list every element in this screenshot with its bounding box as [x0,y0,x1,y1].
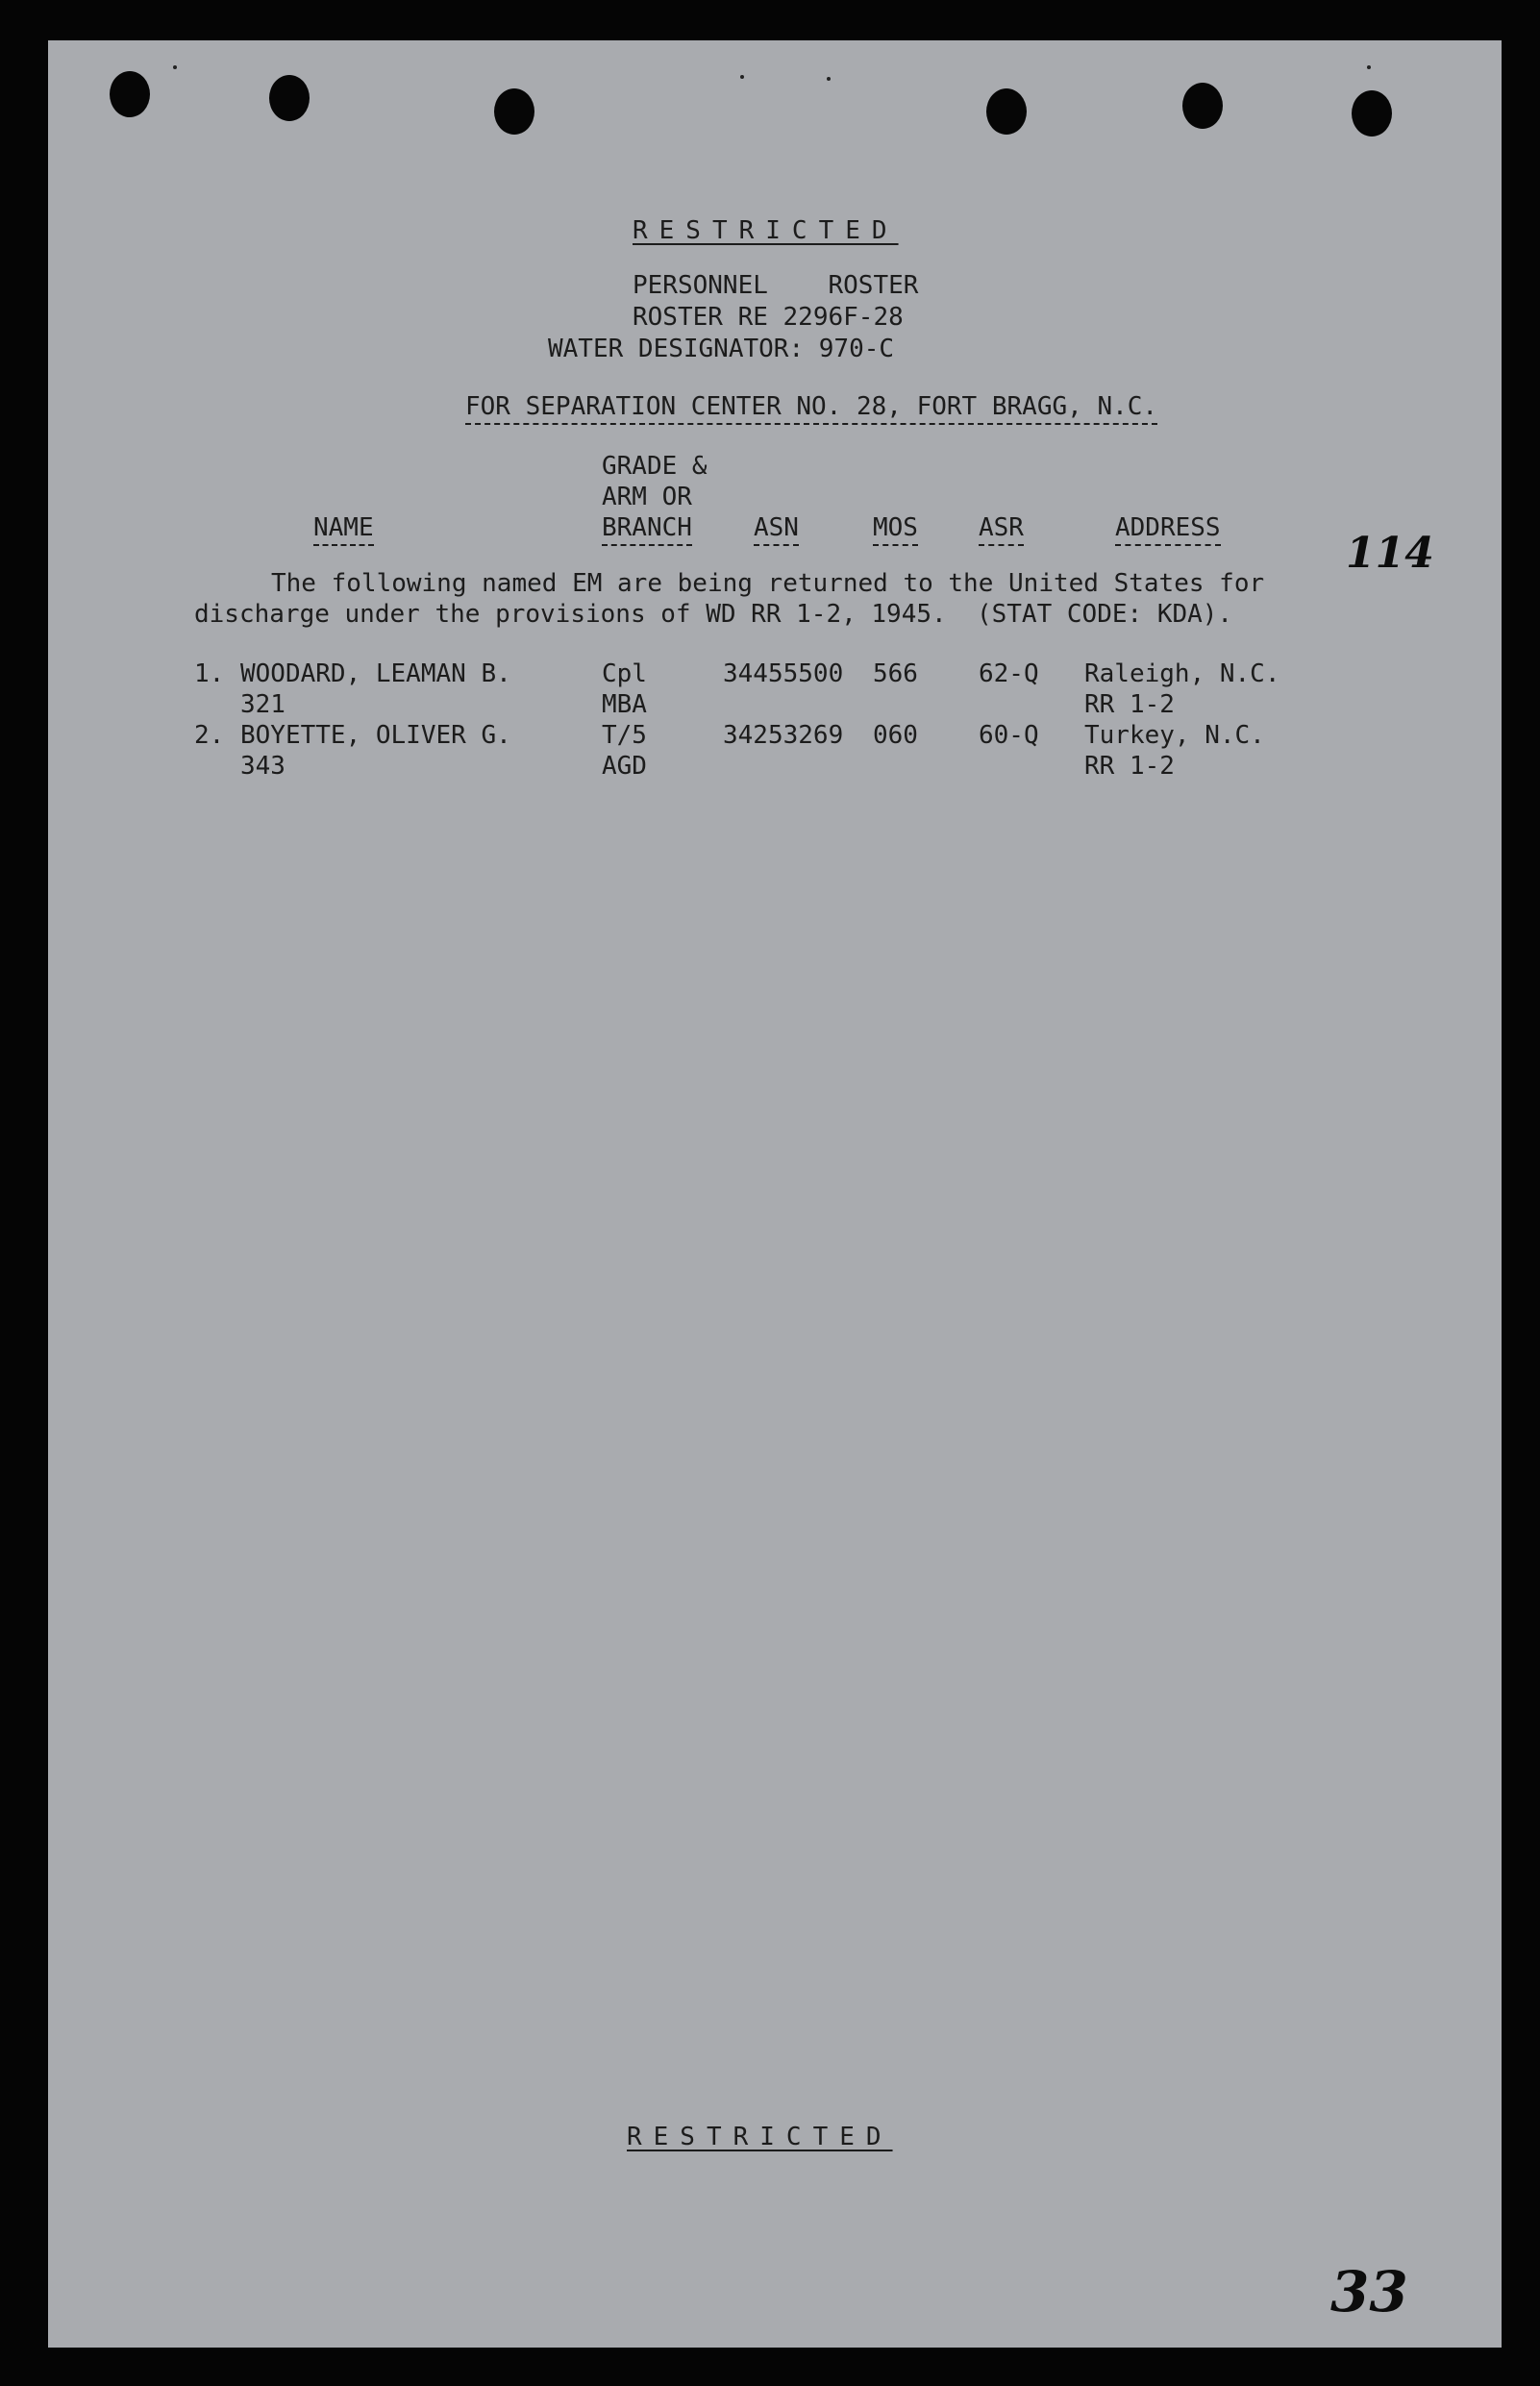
row-sub: 343 [240,752,286,781]
row-rr: RR 1-2 [1084,690,1175,719]
column-asr: ASR [979,513,1024,546]
column-address: ADDRESS [1115,513,1221,546]
punch-hole [1182,83,1223,129]
intro-line-1: The following named EM are being returned to the United States for [271,569,1265,598]
column-asn: ASN [754,513,799,546]
row-mos: 060 [873,721,918,750]
punch-hole [1352,90,1392,137]
punch-hole [269,75,310,121]
row-number: 1. [194,659,225,688]
row-grade: T/5 [602,721,647,750]
column-name: NAME [313,513,374,546]
row-name: WOODARD, LEAMAN B. [240,659,511,688]
column-mos: MOS [873,513,918,546]
handwritten-folio-number: 33 [1330,2259,1408,2324]
row-grade: Cpl [602,659,647,688]
row-asr: 60-Q [979,721,1039,750]
restricted-header: RESTRICTED [633,216,899,245]
row-branch: AGD [602,752,647,781]
paper-speck [740,75,744,79]
separation-center: FOR SEPARATION CENTER NO. 28, FORT BRAGG, N.C. [465,392,1157,425]
handwritten-page-number: 114 [1346,529,1434,578]
row-city: Raleigh, N.C. [1084,659,1280,688]
row-number: 2. [194,721,225,750]
row-asn: 34455500 [723,659,844,688]
row-city: Turkey, N.C. [1084,721,1265,750]
punch-hole [494,88,534,135]
row-mos: 566 [873,659,918,688]
intro-line-2: discharge under the provisions of WD RR 1-2, 1945. (STAT CODE: KDA). [194,600,1233,629]
punch-hole [110,71,150,117]
document-page [48,40,1502,2348]
roster-number: ROSTER RE 2296F-28 [633,303,904,332]
row-name: BOYETTE, OLIVER G. [240,721,511,750]
punch-hole [986,88,1027,135]
restricted-footer: RESTRICTED [627,2123,893,2151]
paper-speck [827,77,831,81]
water-designator: WATER DESIGNATOR: 970-C [548,335,895,363]
column-grade-line3: BRANCH [602,513,692,546]
roster-title: PERSONNEL ROSTER [633,271,919,300]
row-asr: 62-Q [979,659,1039,688]
row-asn: 34253269 [723,721,844,750]
row-branch: MBA [602,690,647,719]
column-grade-line1: GRADE & [602,452,708,481]
row-rr: RR 1-2 [1084,752,1175,781]
paper-speck [1367,65,1371,69]
row-sub: 321 [240,690,286,719]
column-grade-line2: ARM OR [602,483,692,511]
paper-speck [173,65,177,69]
